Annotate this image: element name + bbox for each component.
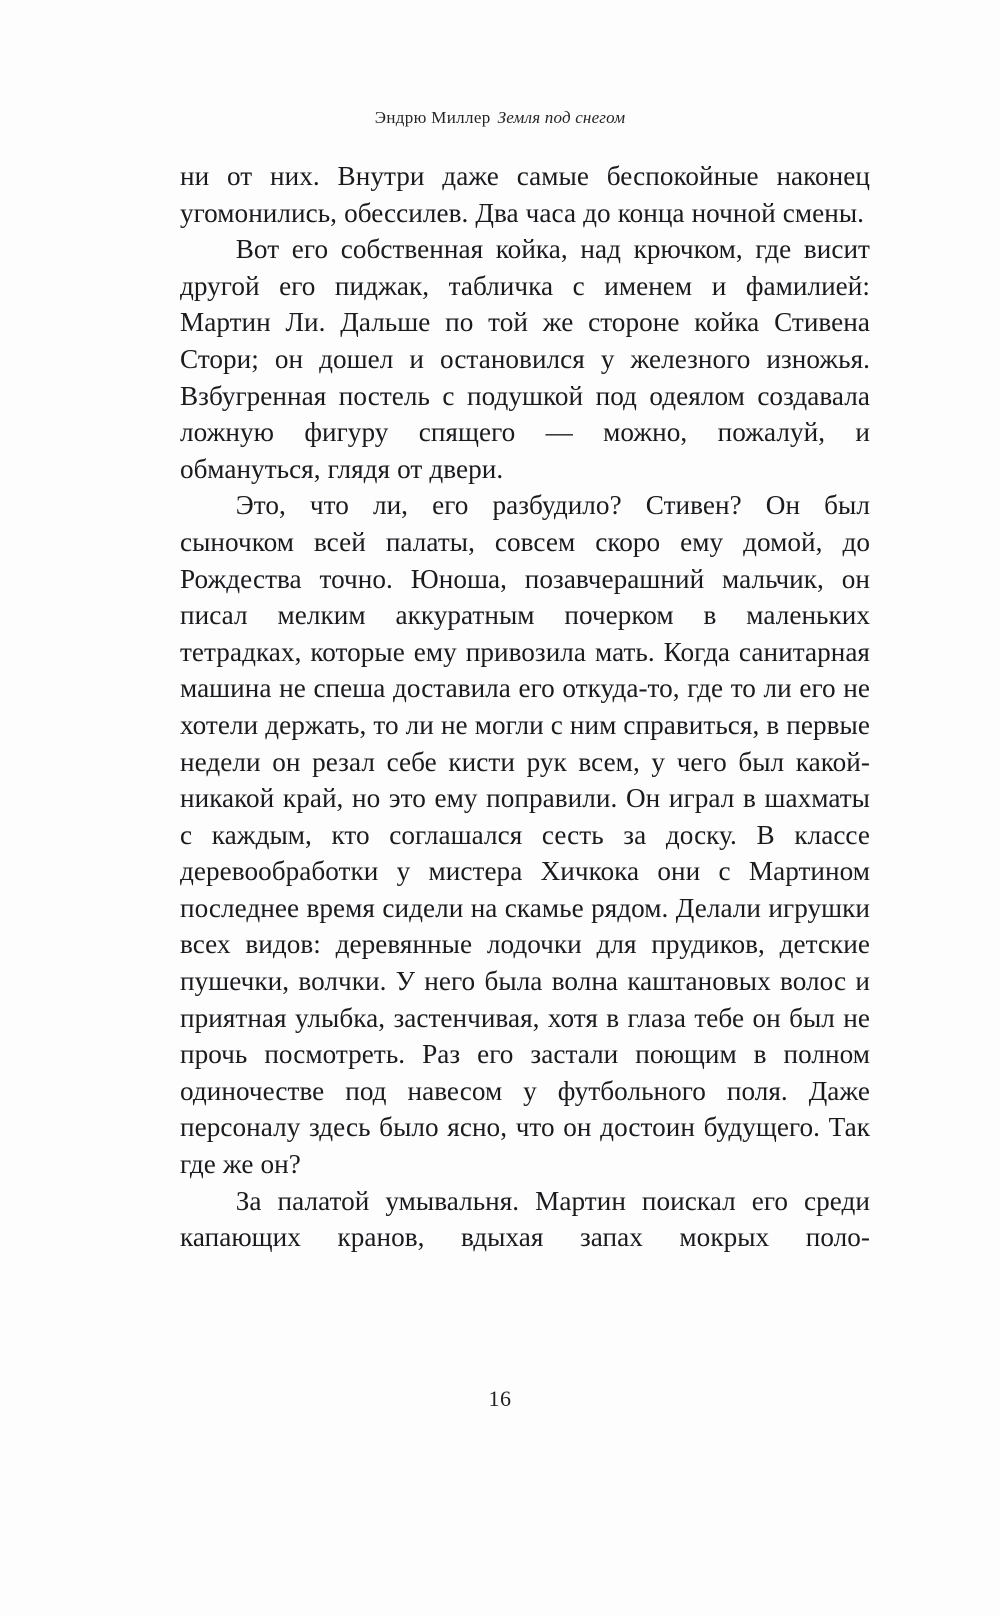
paragraph: ни от них. Внутри даже самые беспокойные наконец угомонились, обессилев. Два часа до конца ночной смены.: [180, 161, 870, 228]
paragraph: За палатой умывальня. Мартин поискал его среди капающих кранов, вдыхая запах мокрых поло-: [180, 1185, 870, 1253]
body-text-block: [180, 158, 870, 1256]
paragraph: Вот его собственная койка, над крючком, где висит другой его пиджак, табличка с именем и фамилией: Мартин Ли. Дальше по той же стороне койка Стивена Стори; он дошел и остановился у железного изножья. Взбугренная постель с подушкой под одеялом создавала ложную фигуру спящего — можно, пожалуй, и обмануться, глядя от двери.: [180, 234, 870, 484]
paragraph: Это, что ли, его разбудило? Стивен? Он был сыночком всей палаты, совсем скоро ему домой, до Рождества точно. Юноша, позавчерашний мальчик, он писал мелким аккуратным почерком в маленьких тетрадках, которые ему привозила мать. Когда санитарная машина не спеша доставила его откуда-то, где то ли его не хотели держать, то ли не могли с ним справиться, в первые недели он резал себе кисти рук всем, у чего был какой-никакой край, но это ему поправили. Он играл в шахматы с каждым, кто соглашался сесть за доску. В классе деревообработки у мистера Хичкока они с Мартином последнее время сидели на скамье рядом. Делали игрушки всех видов: деревянные лодочки для прудиков, детские пушечки, волчки. У него была волна каштановых волос и приятная улыбка, застенчивая, хотя в глаза тебе он был не прочь посмотреть. Раз его застали поющим в полном одиночестве под навесом у футбольного поля. Даже персоналу здесь было ясно, что он достоин будущего. Так где же он?: [180, 490, 870, 1180]
page-number: 16: [488, 1386, 512, 1411]
running-head-title: Земля под снегом: [497, 108, 626, 127]
running-head-author: Эндрю Миллер: [374, 108, 491, 127]
running-head: [0, 108, 1000, 128]
